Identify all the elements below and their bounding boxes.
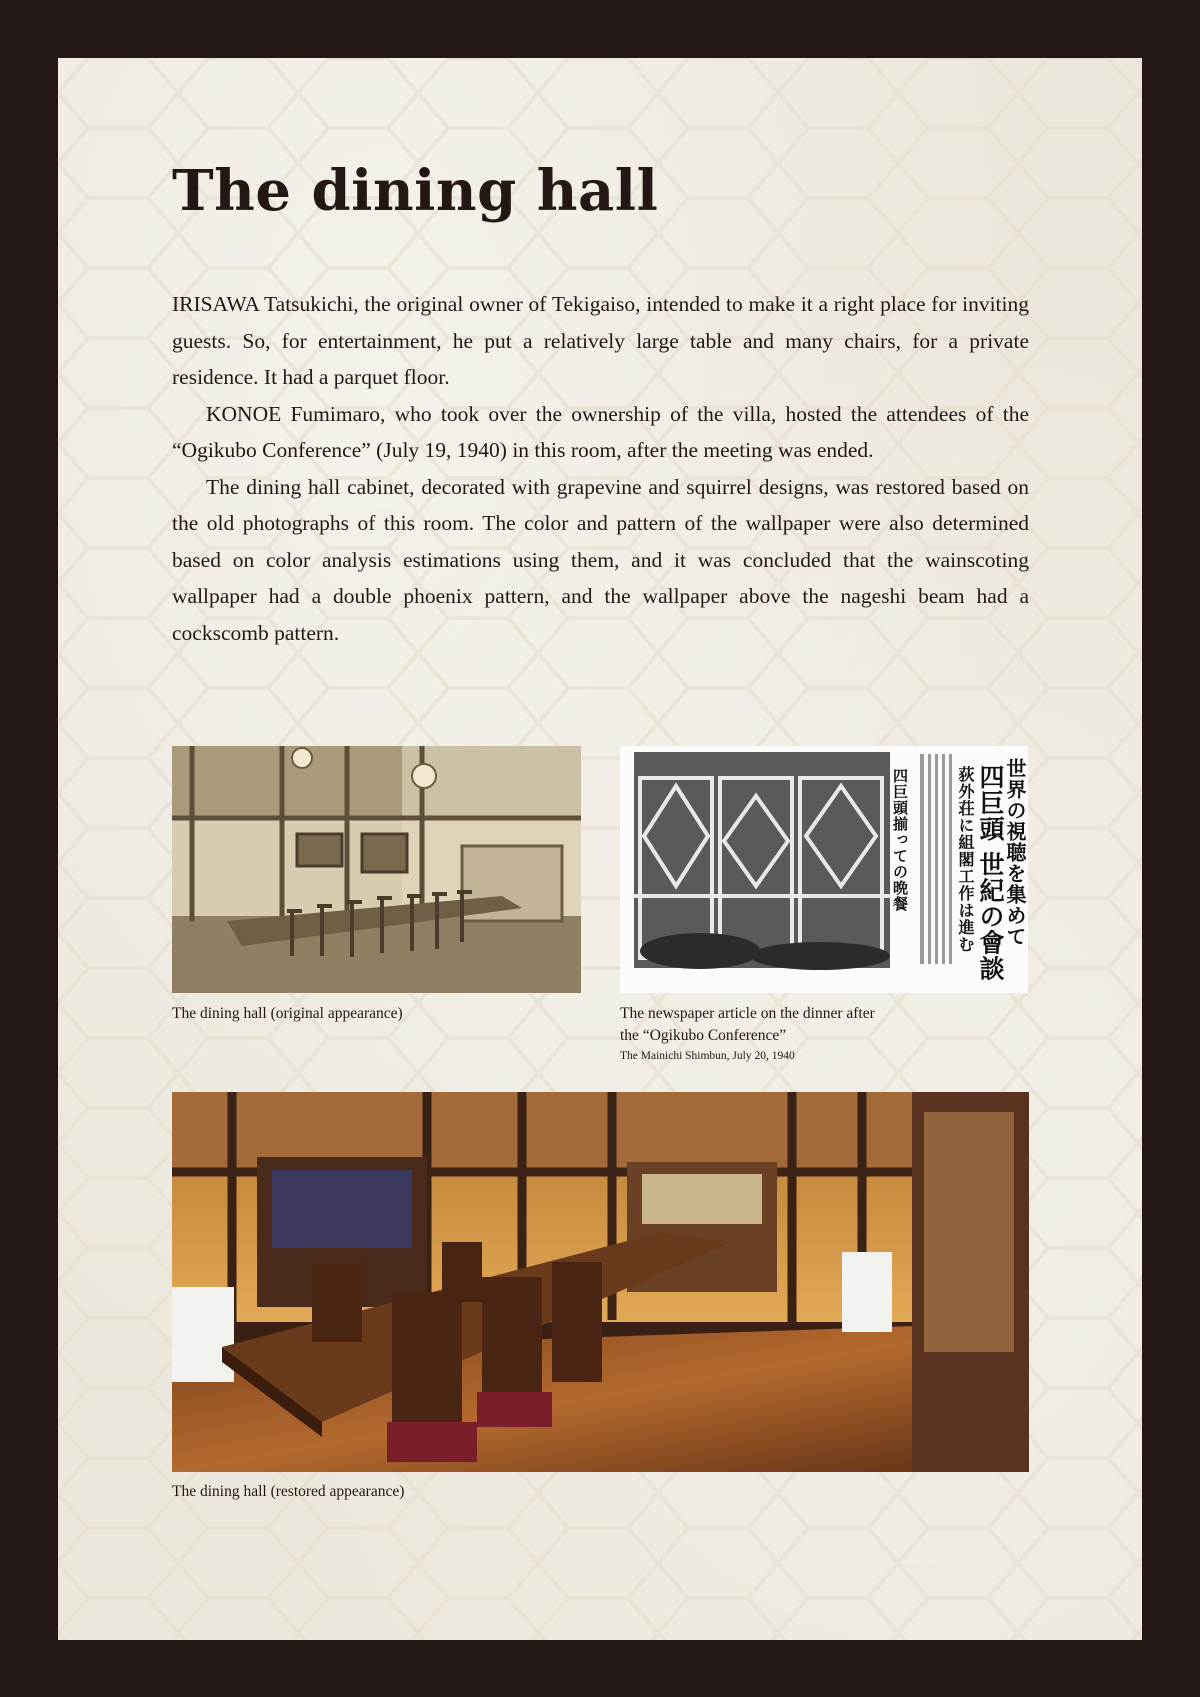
- caption-original: The dining hall (original appearance): [172, 1005, 403, 1022]
- newspaper-subheadline: 荻外荘に組閣工作は進む: [956, 766, 975, 953]
- restored-dining-room-illustration: [172, 1092, 1029, 1472]
- photo-restored-appearance: [172, 1092, 1029, 1472]
- photo-newspaper-article: [620, 746, 1028, 993]
- paragraph-1: IRISAWA Tatsukichi, the original owner of Tekigaiso, intended to make it a right place for inviting guests. So, for entertainment, he put a relatively large table and many chairs, for a private residence. It had a parquet floor.: [172, 292, 1029, 389]
- exhibit-panel: [58, 58, 1142, 1640]
- caption-newspaper-line-1: The newspaper article on the dinner after: [620, 1005, 875, 1022]
- page-title: The dining hall: [172, 158, 659, 224]
- caption-newspaper-line-2: the “Ogikubo Conference”: [620, 1027, 787, 1044]
- caption-newspaper: [620, 1003, 875, 1065]
- caption-restored: The dining hall (restored appearance): [172, 1483, 405, 1500]
- body-text: [172, 286, 1029, 651]
- paragraph-3: The dining hall cabinet, decorated with grapevine and squirrel designs, was restored based on the old photographs of this room. The color and pattern of the wallpaper were also determined based on color analysis estimations using them, and it was concluded that the wainscoting wallpaper had a double phoenix pattern, and the wallpaper above the nageshi beam had a cockscomb pattern.: [172, 474, 1029, 645]
- caption-newspaper-source: The Mainichi Shimbun, July 20, 1940: [620, 1050, 795, 1062]
- newspaper-photo-heading: 四巨頭揃っての晩餐: [891, 768, 909, 912]
- newspaper-headline-main: 四巨頭 世紀の會談: [976, 764, 1005, 982]
- paragraph-2: KONOE Fumimaro, who took over the ownership of the villa, hosted the attendees of the “Ogikubo Conference” (July 19, 1940) in this room, after the meeting was ended.: [172, 401, 1029, 462]
- photo-original-appearance: [172, 746, 581, 993]
- sepia-dining-room-illustration: [172, 746, 581, 993]
- newspaper-headline-top: 世界の視聴を集めて: [1003, 758, 1027, 947]
